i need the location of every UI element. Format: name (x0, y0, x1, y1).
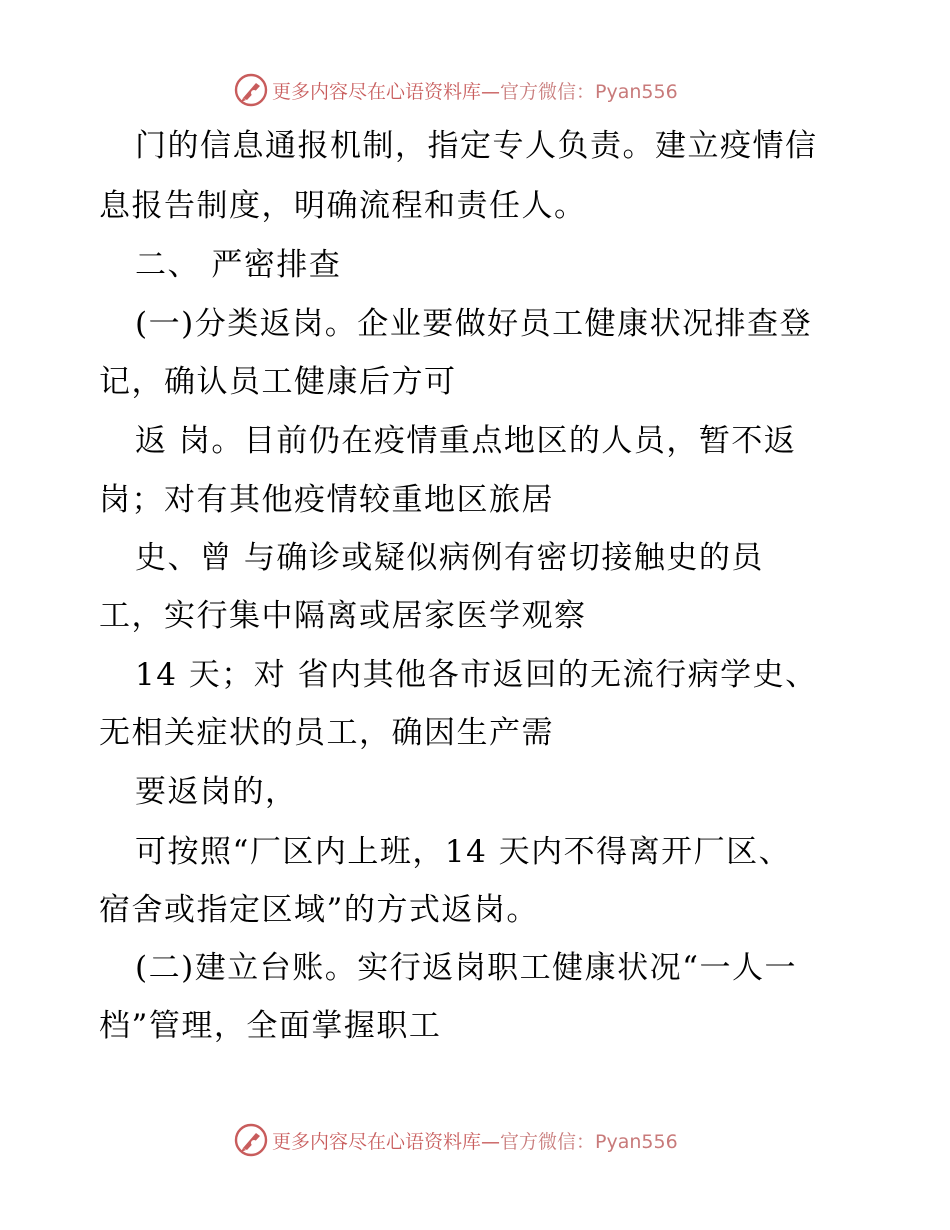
body-line: 史、曾 与确诊或疑似病例有密切接触史的员 (135, 540, 764, 576)
body-line: 无相关症状的员工，确因生产需 (99, 715, 554, 751)
pen-logo-icon (234, 73, 268, 107)
body-line: 要返岗的， (135, 774, 298, 810)
header-banner-wechat: 官方微信：Pyan556 (500, 80, 678, 103)
section-heading: 二、 严密排查 (135, 247, 342, 283)
body-line: 返 岗。目前仍在疫情重点地区的人员，暂不返 (135, 423, 797, 459)
body-line: 门的信息通报机制，指定专人负责。建立疫情信 (135, 128, 818, 164)
header-banner-text (272, 77, 678, 104)
footer-banner-text (272, 1127, 678, 1154)
pen-logo-icon (234, 1123, 268, 1157)
header-banner-slogan: 更多内容尽在心语资料库— (272, 80, 501, 103)
body-line: 岗；对有其他疫情较重地区旅居 (99, 482, 554, 518)
footer-banner (234, 1122, 678, 1158)
footer-banner-wechat: 官方微信：Pyan556 (500, 1130, 678, 1153)
body-line: 可按照“厂区内上班，14 天内不得离开厂区、 (135, 834, 792, 870)
footer-banner-slogan: 更多内容尽在心语资料库— (272, 1130, 501, 1153)
header-banner (234, 72, 678, 108)
body-line: (一)分类返岗。企业要做好员工健康状况排查登 (135, 306, 813, 342)
body-line: 息报告制度，明确流程和责任人。 (99, 188, 587, 224)
body-line: (二)建立台账。实行返岗职工健康状况“一人一 (135, 950, 798, 986)
body-line: 宿舍或指定区域”的方式返岗。 (99, 892, 539, 928)
body-line: 记，确认员工健康后方可 (99, 364, 457, 400)
body-line: 工，实行集中隔离或居家医学观察 (99, 598, 587, 634)
body-line: 14 天；对 省内其他各市返回的无流行病学史、 (135, 657, 818, 693)
body-line: 档”管理，全面掌握职工 (99, 1008, 442, 1044)
